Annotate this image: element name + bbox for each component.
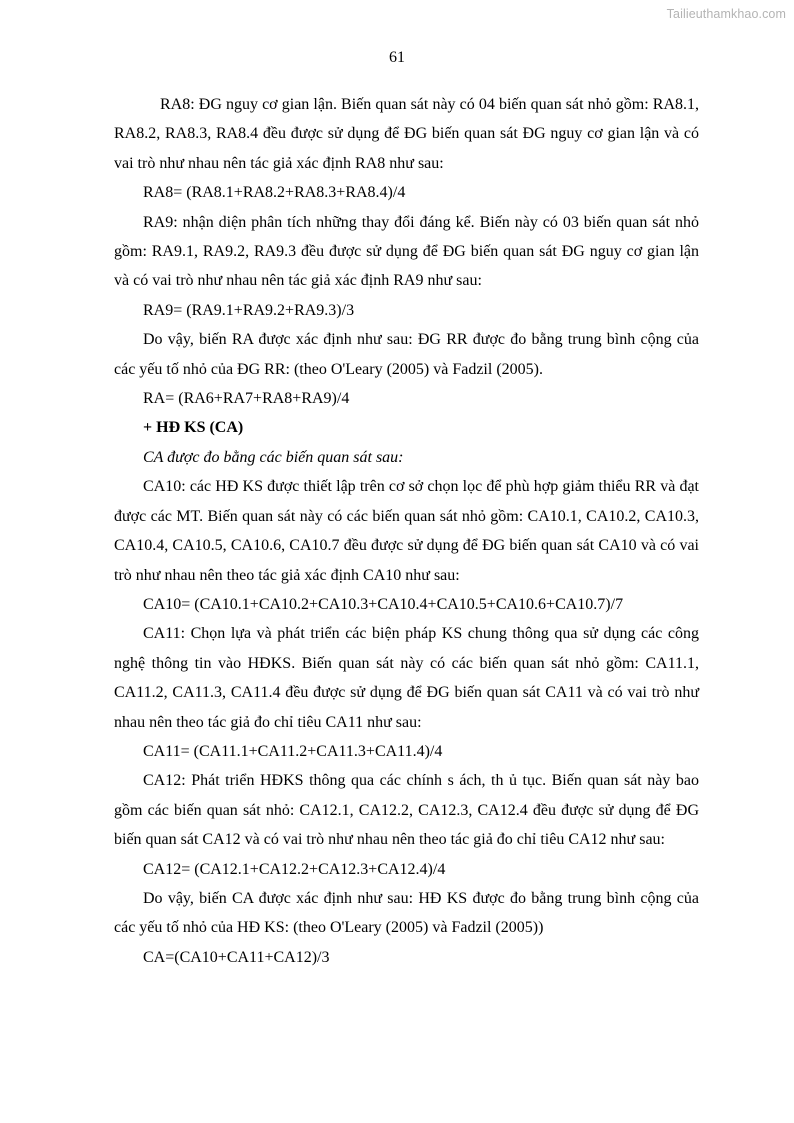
formula-ra9: RA9= (RA9.1+RA9.2+RA9.3)/3 bbox=[143, 301, 355, 319]
document-body bbox=[114, 90, 699, 972]
paragraph-ca10-description: CA10: các HĐ KS được thiết lập trên cơ sở chọn lọc để phù hợp giảm thiểu RR và đạt được các MT. Biến quan sát này có các biến quan sát nhỏ gồm: CA10.1, CA10.2, CA10.3, CA10.4, CA10.5, CA10.6, CA10.7 đều được sử dụng để ĐG biến quan sát CA10 và có vai trò như nhau nên theo tác giả xác định CA10 như sau: bbox=[114, 478, 699, 584]
paragraph-ra9-description: RA9: nhận diện phân tích những thay đổi đáng kể. Biến này có 03 biến quan sát nhỏ gồm: RA9.1, RA9.2, RA9.3 đều được sử dụng để ĐG biến quan sát ĐG nguy cơ gian lận và có vai trò như nhau nên tác giả xác định RA9 như sau: bbox=[114, 213, 699, 290]
paragraph-ca12-description: CA12: Phát triển HĐKS thông qua các chính s ách, th ủ tục. Biến quan sát này bao gồm các biến quan sát nhỏ: CA12.1, CA12.2, CA12.3, CA12.4 đều được sử dụng để ĐG biến quan sát CA12 và có vai trò như nhau nên theo tác giả đo chỉ tiêu CA12 như sau: bbox=[114, 772, 699, 849]
watermark: Tailieuthamkhao.com bbox=[666, 7, 786, 21]
paragraph-ca11-description: CA11: Chọn lựa và phát triển các biện pháp KS chung thông qua sử dụng các công nghệ thông tin vào HĐKS. Biến quan sát này có các biến quan sát nhỏ gồm: CA11.1, CA11.2, CA11.3, CA11.4 đều được sử dụng để ĐG biến quan sát CA11 và có vai trò như nhau nên theo tác giả đo chỉ tiêu CA11 như sau: bbox=[114, 625, 699, 731]
formula-ca10: CA10= (CA10.1+CA10.2+CA10.3+CA10.4+CA10.5+CA10.6+CA10.7)/7 bbox=[143, 595, 624, 613]
formula-ca12: CA12= (CA12.1+CA12.2+CA12.3+CA12.4)/4 bbox=[143, 860, 446, 878]
section-heading-ca: + HĐ KS (CA) bbox=[143, 419, 244, 437]
page-number: 61 bbox=[389, 49, 405, 66]
formula-ra: RA= (RA6+RA7+RA8+RA9)/4 bbox=[143, 390, 350, 408]
paragraph-ca-summary: Do vậy, biến CA được xác định như sau: HĐ KS được đo bằng trung bình cộng của các yếu tố nhỏ của HĐ KS: (theo O'Leary (2005) và Fadzil (2005)) bbox=[114, 889, 699, 937]
formula-ca: CA=(CA10+CA11+CA12)/3 bbox=[143, 948, 330, 966]
paragraph-ra8-description: RA8: ĐG nguy cơ gian lận. Biến quan sát này có 04 biến quan sát nhỏ gồm: RA8.1, RA8.2, RA8.3, RA8.4 đều được sử dụng để ĐG biến quan sát ĐG nguy cơ gian lận và có vai trò như nhau nên tác giả xác định RA8 như sau: bbox=[114, 96, 699, 172]
section-subheading-ca: CA được đo bằng các biến quan sát sau: bbox=[143, 448, 404, 466]
formula-ra8: RA8= (RA8.1+RA8.2+RA8.3+RA8.4)/4 bbox=[143, 184, 406, 202]
paragraph-ra-summary: Do vậy, biến RA được xác định như sau: ĐG RR được đo bằng trung bình cộng của các yếu tố nhỏ của ĐG RR: (theo O'Leary (2005) và Fadzil (2005). bbox=[114, 331, 699, 378]
formula-ca11: CA11= (CA11.1+CA11.2+CA11.3+CA11.4)/4 bbox=[143, 742, 443, 760]
